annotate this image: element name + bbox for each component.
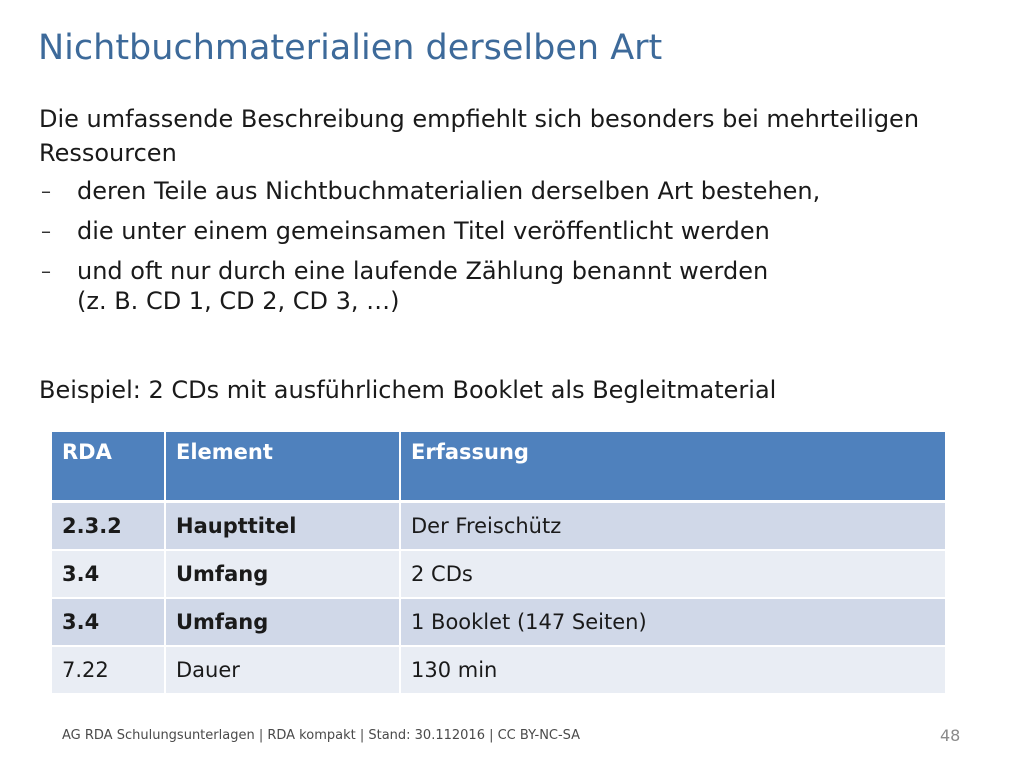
table-header-row: [52, 432, 946, 502]
dash-bullet-icon: –: [41, 219, 51, 243]
cell-element: Umfang: [165, 550, 400, 598]
cell-rda: 3.4: [52, 550, 165, 598]
bullet-text: und oft nur durch eine laufende Zählung benannt werden: [77, 257, 769, 285]
cell-element: Umfang: [165, 598, 400, 646]
bullet-item: [39, 256, 979, 316]
footer-text: AG RDA Schulungsunterlagen | RDA kompakt | Stand: 30.112016 | CC BY-NC-SA: [62, 728, 581, 743]
bullet-subtext: (z. B. CD 1, CD 2, CD 3, …): [77, 287, 400, 315]
bullet-list: [39, 176, 979, 326]
page-number: 48: [940, 726, 961, 745]
bullet-item: [39, 176, 979, 206]
table-row: [52, 550, 946, 598]
bullet-text: deren Teile aus Nichtbuchmaterialien derselben Art bestehen,: [77, 177, 821, 205]
cell-erfassung: 130 min: [400, 646, 946, 694]
table-row: [52, 598, 946, 646]
cell-erfassung: 1 Booklet (147 Seiten): [400, 598, 946, 646]
slide-title: Nichtbuchmaterialien derselben Art: [38, 28, 663, 68]
cell-rda: 2.3.2: [52, 502, 165, 551]
cell-erfassung: Der Freischütz: [400, 502, 946, 551]
header-element: Element: [165, 432, 400, 502]
cell-rda: 7.22: [52, 646, 165, 694]
intro-text: Die umfassende Beschreibung empfiehlt sich besonders bei mehrteiligen Ressourcen: [39, 105, 920, 167]
example-text: Beispiel: 2 CDs mit ausführlichem Booklet als Begleitmaterial: [39, 376, 777, 404]
header-erfassung: Erfassung: [400, 432, 946, 502]
cell-rda: 3.4: [52, 598, 165, 646]
header-rda: RDA: [52, 432, 165, 502]
table-row: [52, 646, 946, 694]
dash-bullet-icon: –: [41, 179, 51, 203]
bullet-item: [39, 216, 979, 246]
table-row: [52, 502, 946, 551]
dash-bullet-icon: –: [41, 259, 51, 283]
cell-element: Haupttitel: [165, 502, 400, 551]
cell-element: Dauer: [165, 646, 400, 694]
cell-erfassung: 2 CDs: [400, 550, 946, 598]
rda-table: [52, 432, 947, 695]
bullet-text: die unter einem gemeinsamen Titel veröffentlicht werden: [77, 217, 770, 245]
